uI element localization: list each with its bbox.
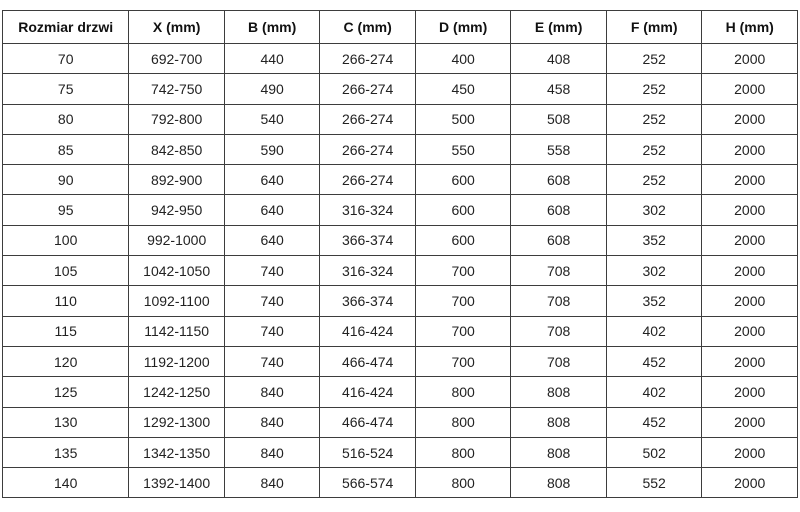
table-cell: 490 (224, 74, 320, 104)
table-cell: 608 (511, 165, 607, 195)
table-cell: 800 (415, 377, 511, 407)
table-cell: 2000 (702, 377, 798, 407)
table-cell: 840 (224, 407, 320, 437)
table-cell: 700 (415, 316, 511, 346)
table-cell: 2000 (702, 44, 798, 74)
table-cell: 316-324 (320, 195, 416, 225)
table-cell: 516-524 (320, 437, 416, 467)
table-cell: 640 (224, 195, 320, 225)
table-cell: 502 (606, 437, 702, 467)
table-cell: 840 (224, 468, 320, 498)
table-cell: 1392-1400 (129, 468, 225, 498)
column-header: F (mm) (606, 11, 702, 44)
table-cell: 440 (224, 44, 320, 74)
column-header: D (mm) (415, 11, 511, 44)
table-cell: 2000 (702, 256, 798, 286)
table-cell: 740 (224, 286, 320, 316)
table-cell: 366-374 (320, 225, 416, 255)
table-cell: 130 (3, 407, 129, 437)
table-cell: 600 (415, 195, 511, 225)
table-cell: 80 (3, 104, 129, 134)
table-cell: 2000 (702, 225, 798, 255)
table-cell: 808 (511, 407, 607, 437)
table-cell: 416-424 (320, 377, 416, 407)
table-row (3, 346, 798, 376)
column-header: H (mm) (702, 11, 798, 44)
table-cell: 740 (224, 256, 320, 286)
table-cell: 252 (606, 44, 702, 74)
table-cell: 792-800 (129, 104, 225, 134)
table-cell: 402 (606, 316, 702, 346)
table-cell: 1342-1350 (129, 437, 225, 467)
table-cell: 566-574 (320, 468, 416, 498)
table-row (3, 316, 798, 346)
table-cell: 600 (415, 225, 511, 255)
table-cell: 450 (415, 74, 511, 104)
table-cell: 842-850 (129, 134, 225, 164)
table-cell: 316-324 (320, 256, 416, 286)
table-cell: 115 (3, 316, 129, 346)
table-row (3, 225, 798, 255)
table-cell: 402 (606, 377, 702, 407)
table-cell: 708 (511, 346, 607, 376)
table-header-row (3, 11, 798, 44)
table-cell: 400 (415, 44, 511, 74)
table-body (3, 44, 798, 498)
table-cell: 100 (3, 225, 129, 255)
table-row (3, 377, 798, 407)
table-cell: 266-274 (320, 104, 416, 134)
table-cell: 252 (606, 134, 702, 164)
table-cell: 640 (224, 225, 320, 255)
table-head (3, 11, 798, 44)
table-cell: 1292-1300 (129, 407, 225, 437)
column-header: C (mm) (320, 11, 416, 44)
table-row (3, 407, 798, 437)
table-cell: 466-474 (320, 407, 416, 437)
table-row (3, 437, 798, 467)
table-cell: 352 (606, 286, 702, 316)
table-cell: 608 (511, 195, 607, 225)
table-cell: 120 (3, 346, 129, 376)
table-cell: 942-950 (129, 195, 225, 225)
table-cell: 366-374 (320, 286, 416, 316)
table-cell: 640 (224, 165, 320, 195)
table-cell: 600 (415, 165, 511, 195)
table-cell: 808 (511, 377, 607, 407)
table-cell: 1042-1050 (129, 256, 225, 286)
table-cell: 1242-1250 (129, 377, 225, 407)
table-cell: 2000 (702, 407, 798, 437)
table-cell: 125 (3, 377, 129, 407)
table-cell: 800 (415, 468, 511, 498)
table-cell: 992-1000 (129, 225, 225, 255)
table-cell: 2000 (702, 165, 798, 195)
table-cell: 266-274 (320, 165, 416, 195)
table-cell: 85 (3, 134, 129, 164)
table-cell: 90 (3, 165, 129, 195)
table-cell: 2000 (702, 316, 798, 346)
table-cell: 266-274 (320, 134, 416, 164)
table-cell: 840 (224, 437, 320, 467)
table-cell: 808 (511, 437, 607, 467)
table-cell: 2000 (702, 286, 798, 316)
table-cell: 590 (224, 134, 320, 164)
table-cell: 550 (415, 134, 511, 164)
table-cell: 302 (606, 195, 702, 225)
table-cell: 708 (511, 256, 607, 286)
table-cell: 552 (606, 468, 702, 498)
table-row (3, 74, 798, 104)
table-cell: 1192-1200 (129, 346, 225, 376)
table-cell: 252 (606, 104, 702, 134)
table-cell: 808 (511, 468, 607, 498)
table-row (3, 104, 798, 134)
table-row (3, 44, 798, 74)
table-cell: 800 (415, 407, 511, 437)
table-cell: 508 (511, 104, 607, 134)
table-cell: 110 (3, 286, 129, 316)
table-cell: 708 (511, 286, 607, 316)
table-row (3, 195, 798, 225)
table-cell: 452 (606, 346, 702, 376)
table-cell: 105 (3, 256, 129, 286)
table-cell: 692-700 (129, 44, 225, 74)
table-cell: 458 (511, 74, 607, 104)
table-cell: 540 (224, 104, 320, 134)
table-cell: 302 (606, 256, 702, 286)
table-cell: 252 (606, 165, 702, 195)
table-row (3, 256, 798, 286)
door-size-spec-table (2, 10, 798, 498)
table-cell: 892-900 (129, 165, 225, 195)
table-cell: 2000 (702, 104, 798, 134)
table-cell: 408 (511, 44, 607, 74)
column-header: Rozmiar drzwi (3, 11, 129, 44)
table-cell: 2000 (702, 134, 798, 164)
table-cell: 840 (224, 377, 320, 407)
table-cell: 2000 (702, 468, 798, 498)
table-row (3, 134, 798, 164)
table-cell: 266-274 (320, 74, 416, 104)
table-cell: 1092-1100 (129, 286, 225, 316)
table-cell: 466-474 (320, 346, 416, 376)
table-cell: 140 (3, 468, 129, 498)
table-cell: 75 (3, 74, 129, 104)
table-cell: 740 (224, 316, 320, 346)
table-cell: 135 (3, 437, 129, 467)
table-cell: 70 (3, 44, 129, 74)
table-cell: 452 (606, 407, 702, 437)
table-cell: 700 (415, 346, 511, 376)
table-cell: 416-424 (320, 316, 416, 346)
table-cell: 740 (224, 346, 320, 376)
table-cell: 708 (511, 316, 607, 346)
table-cell: 608 (511, 225, 607, 255)
column-header: E (mm) (511, 11, 607, 44)
table-row (3, 165, 798, 195)
table-cell: 95 (3, 195, 129, 225)
table-cell: 500 (415, 104, 511, 134)
table-cell: 1142-1150 (129, 316, 225, 346)
column-header: X (mm) (129, 11, 225, 44)
table-cell: 352 (606, 225, 702, 255)
column-header: B (mm) (224, 11, 320, 44)
table-cell: 2000 (702, 437, 798, 467)
table-cell: 252 (606, 74, 702, 104)
table-cell: 800 (415, 437, 511, 467)
table-cell: 700 (415, 286, 511, 316)
table-cell: 558 (511, 134, 607, 164)
table-row (3, 286, 798, 316)
table-cell: 2000 (702, 74, 798, 104)
table-cell: 700 (415, 256, 511, 286)
table-cell: 742-750 (129, 74, 225, 104)
table-cell: 266-274 (320, 44, 416, 74)
table-cell: 2000 (702, 195, 798, 225)
table-row (3, 468, 798, 498)
table-cell: 2000 (702, 346, 798, 376)
